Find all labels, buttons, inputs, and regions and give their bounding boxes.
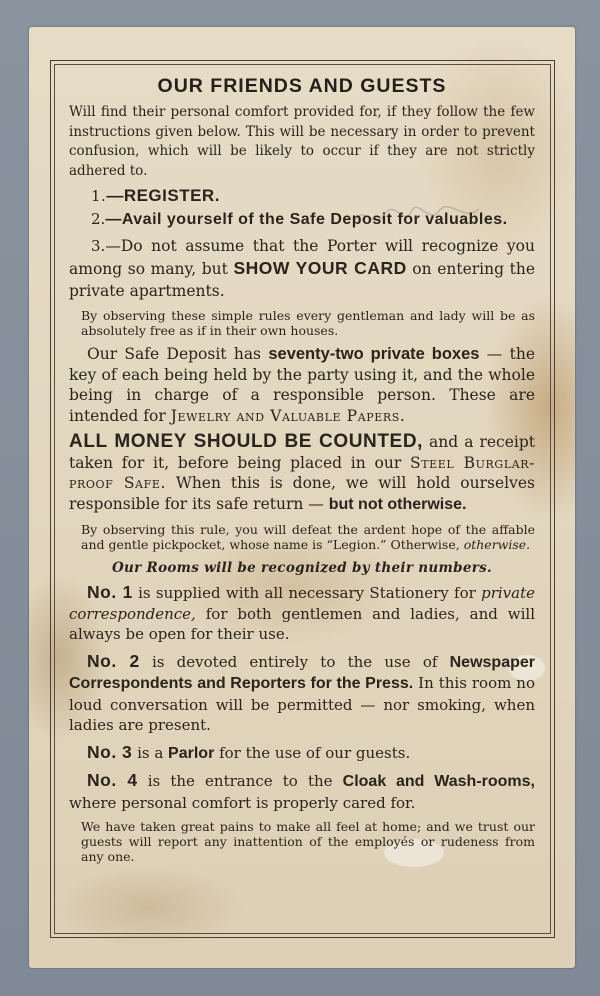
rule-3-number: 3. [91,237,106,255]
room-4-text-b: where personal comfort is properly cared for. [69,793,416,812]
room-3-paragraph [69,742,535,765]
card-content [69,75,535,864]
money-small-caps: Steel Burglar-proof Safe. [69,453,535,492]
safe-deposit-text-a: Our Safe Deposit has [87,345,269,363]
pickpocket-text: By observing this rule, you will defeat the ardent hope of the affable and gentle pickpocket, whose name is “Legion.” Otherwise, [81,522,535,552]
rule-2-text: —Avail yourself of the Safe Deposit for valuables. [105,211,508,228]
rule-3-emphasis: SHOW YOUR CARD [233,258,407,278]
room-3-text-a: is a [132,743,169,762]
safe-deposit-text-b: — the key of each being held by the party using it, and the whole being in charge of a responsible person. These are intended for [69,345,535,425]
card-title: OUR FRIENDS AND GUESTS [157,75,447,97]
rooms-heading: Our Rooms will be recognized by their numbers. [111,560,493,576]
room-4-text-a: is the entrance to the [137,772,343,790]
guest-card [29,27,575,968]
room-2-paragraph [69,651,535,736]
rule-3-text-a: —Do not assume that the Porter will recognize you among so many, but [69,237,535,278]
room-2-text-a: is devoted entirely to the use of [139,652,450,671]
money-paragraph [69,432,535,515]
closing-note: We have taken great pains to make all feel at home; and we trust our guests will report any inattention of the employés or rudeness from any one. [81,819,535,864]
room-4-emphasis: Cloak and Wash-rooms, [342,773,535,790]
rule-2-number: 2. [91,210,106,228]
room-1-paragraph [69,582,535,645]
room-3-emphasis: Parlor [168,744,215,762]
rule-3-text-b: on entering the private apartments. [69,260,535,300]
safe-deposit-emphasis: seventy-two private boxes [268,345,480,363]
room-4-paragraph [69,770,535,813]
room-1-text-a: is supplied with all necessary Stationery for [132,584,482,602]
money-emphasis: but not otherwise. [328,495,467,513]
room-3-number: No. 3 [87,741,133,762]
room-4-number: No. 4 [87,770,138,790]
room-1-text-b: for both gentlemen and ladies, and will always be open for their use. [69,604,535,643]
rule-1-text: —REGISTER. [106,186,220,205]
room-2-number: No. 2 [87,650,140,671]
money-text-b: When this is done, we will hold ourselves responsible for its safe return — [69,474,536,513]
room-2-emphasis: Newspaper Correspondents and Reporters for the Press. [69,653,535,692]
room-1-italic: private correspondence, [69,584,535,623]
safe-deposit-paragraph [69,344,535,426]
intro-text: Will find their personal comfort provided for, if they follow the few instructions given below. This will be necessary in order to prevent confusion, which will be likely to occur if they are not strictly adhered to. [69,104,535,179]
rule-1 [69,185,535,207]
room-1-number: No. 1 [87,582,133,602]
money-heading: ALL MONEY SHOULD BE COUNTED, [69,431,424,452]
pickpocket-note [69,522,535,552]
rule-2 [69,208,535,231]
room-2-text-b: In this room no loud conversation will be permitted — nor smoking, when ladies are present. [69,674,535,734]
room-3-text-b: for the use of our guests. [214,743,411,762]
money-text-a: and a receipt taken for it, before being placed in our [69,433,536,472]
pickpocket-italic: otherwise. [463,537,531,552]
observe-note: By observing these simple rules every gentleman and lady will be as absolutely free as if in their own houses. [81,308,535,338]
rule-3 [69,235,535,302]
safe-deposit-small-caps: Jewelry and Valuable Papers. [170,406,406,425]
rule-1-number: 1. [91,187,107,205]
